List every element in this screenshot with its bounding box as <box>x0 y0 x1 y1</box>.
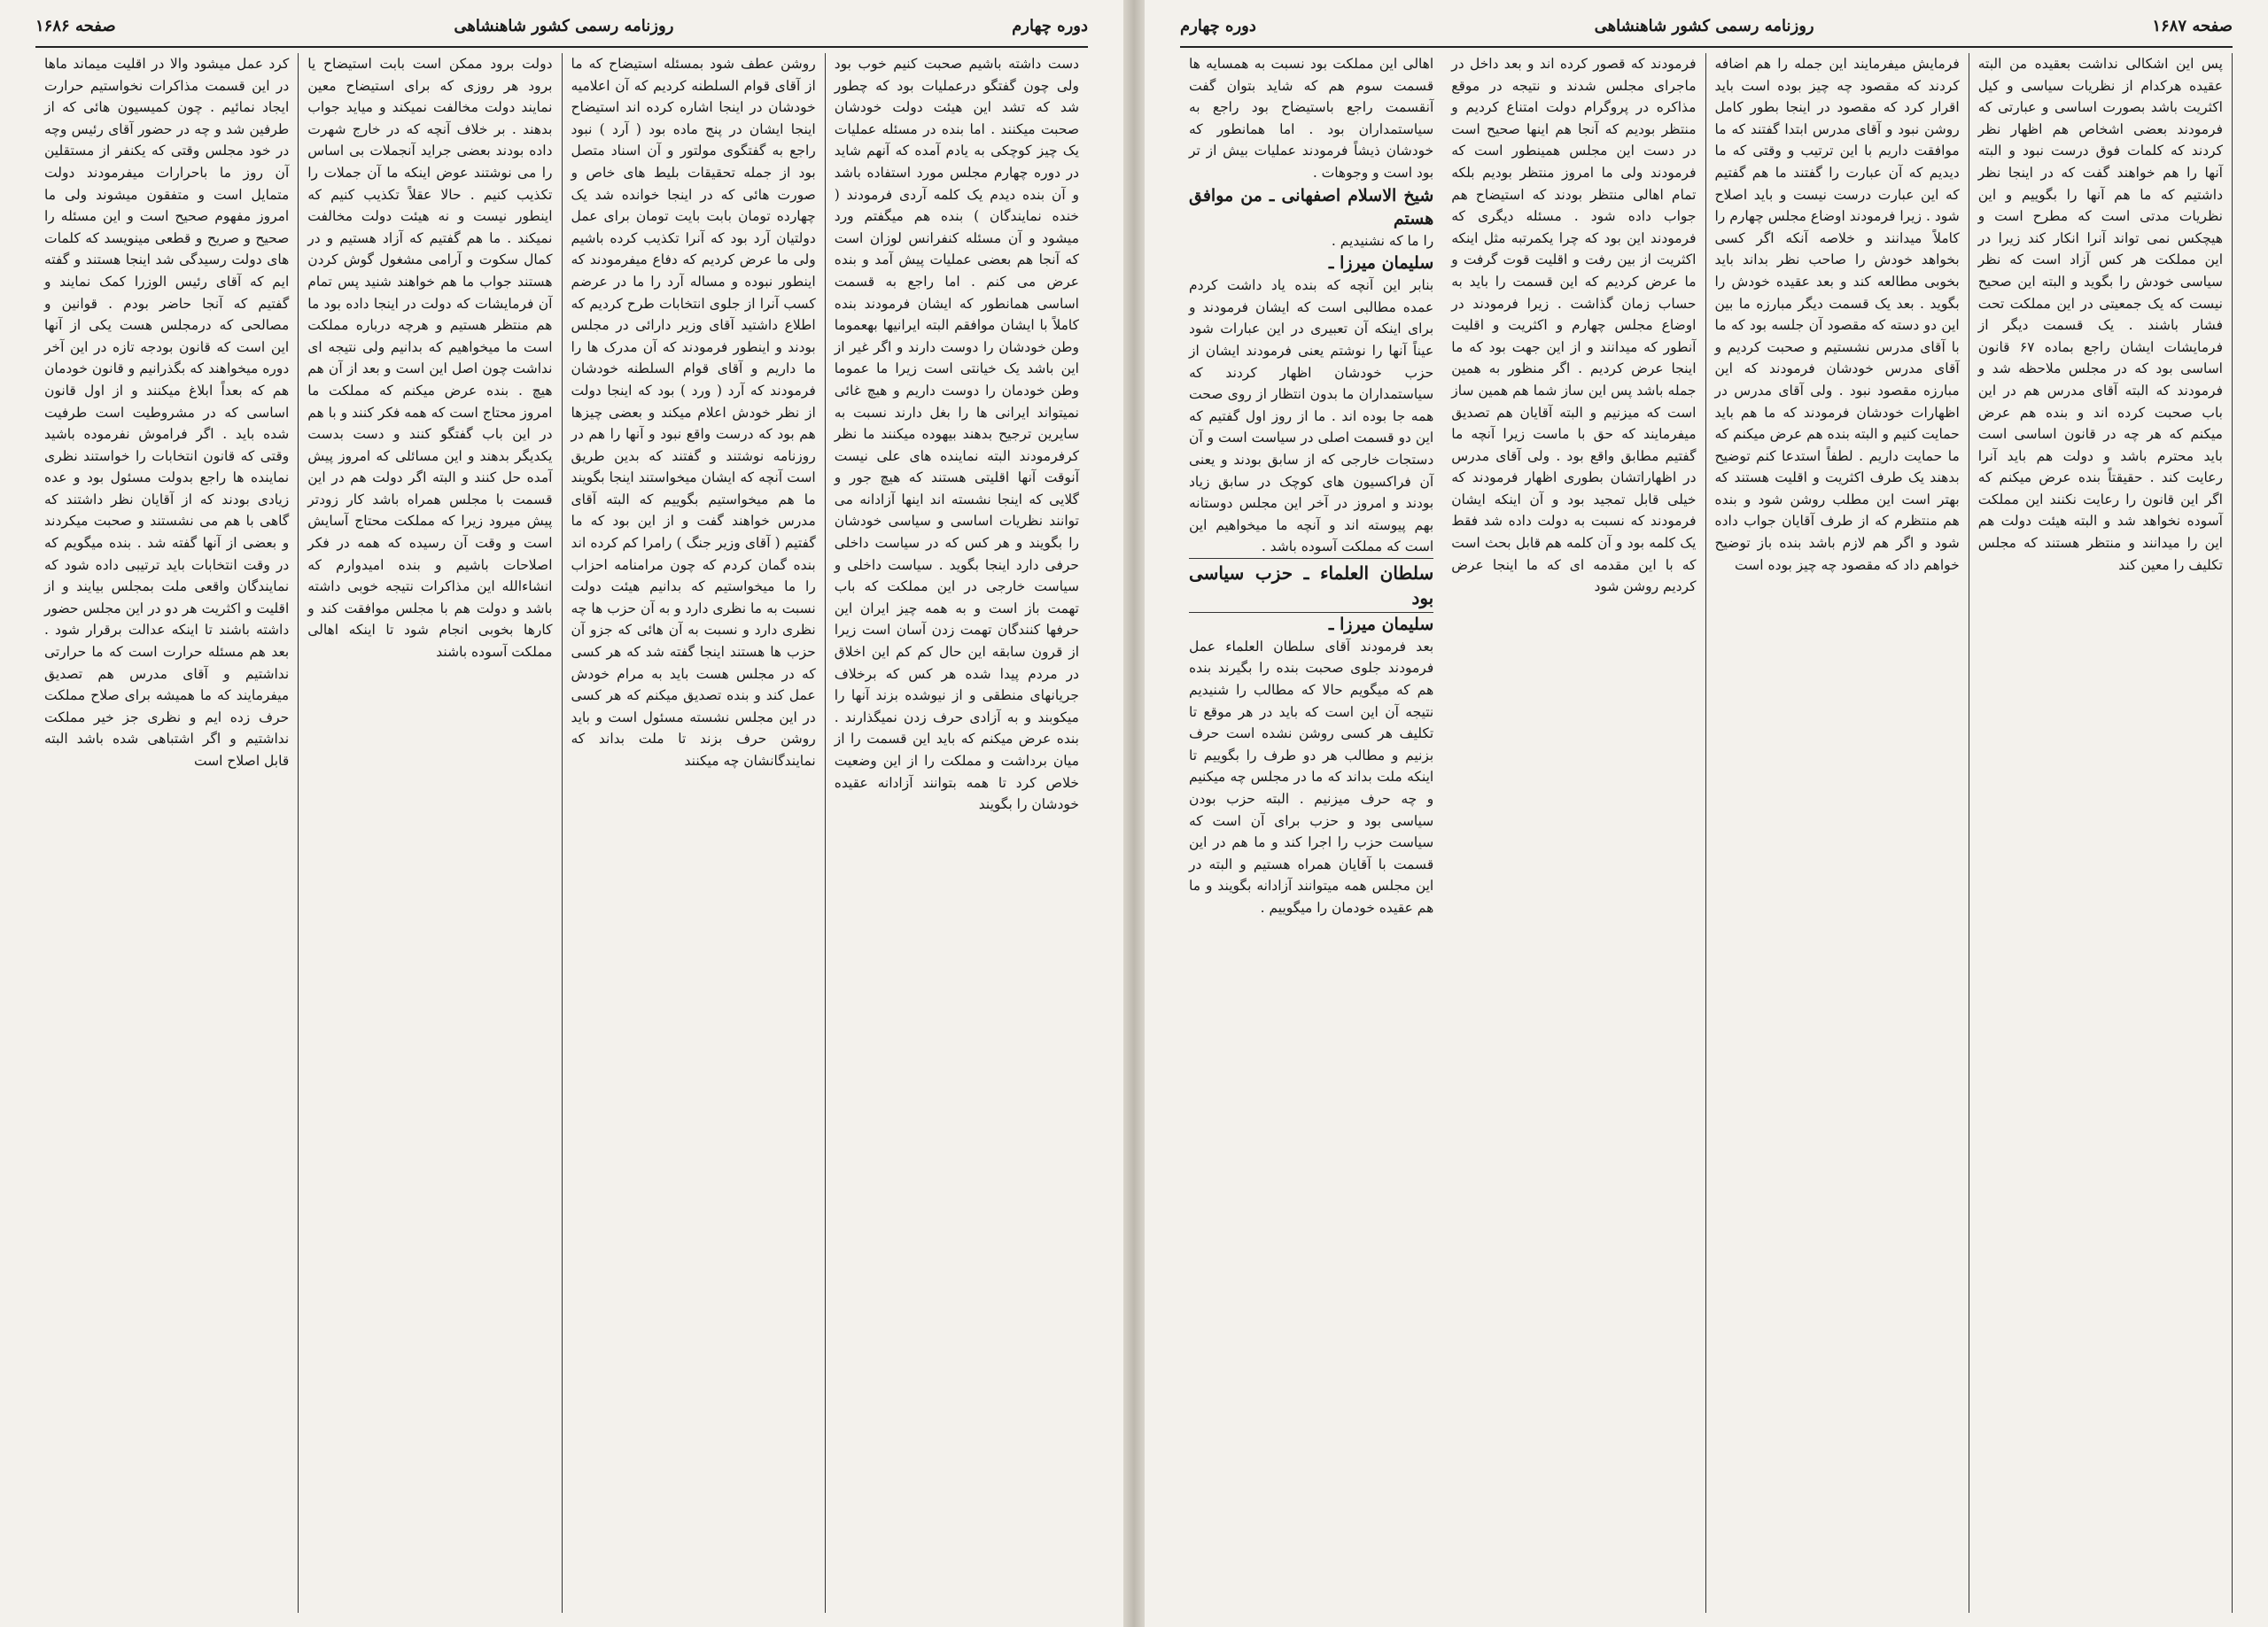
header-title: روزنامه رسمی کشور شاهنشاهی <box>454 16 674 35</box>
column-text: فرمودند که قصور کرده اند و بعد داخل در ماجرای مجلس شدند و نتیجه در موقع مذاکره در پروگرام دولت امتناع کردیم و منتظر بودیم که آنجا هم اینها صحیح است در دست این مجلس همینطور است که فرمودند ولی ما امروز منتظر بودیم بلکه تمام اهالی منتظر بودند که استیضاح هم جواب داده شود . مسئله دیگری که فرمودند این بود که چرا یکمرتبه مثل اینکه اکثریت از بین رفت و اقلیت قوت گرفت و ما عرض کردیم که این قسمت را باید به حساب زمان گذاشت . زیرا فرمودند در اوضاع مجلس چهارم و اکثریت و اقلیت آنطور که میدانند و از این جهت بود که ما اینجا عرض کردیم . اگر منظور به همین جمله باشد پس این ساز شما هم همین ساز است که میزنیم و البته آقایان هم تصدیق میفرمایند که حق با ماست زیرا آنچه ما گفتیم مطابق واقع بود . ولی آقای مدرس در اظهاراتشان بطوری اظهار فرمودند که خیلی قابل تمجید بود و آن اینکه ایشان فرمودند که نسبت به دولت داده شد فقط یک کلمه بود و آن کلمه هم قابل بحث است که با این مقدمه ای که ما اینجا عرض کردیم روشن شود <box>1451 56 1697 595</box>
header-page-number: صفحه ۱۶۸۶ <box>35 16 116 35</box>
column-text: اهالی این مملکت بود نسبت به همسایه ها قسمت سوم هم که شاید بتوان گفت آنقسمت راجع باستیضاح بود راجع به سیاستمداران بود . اما همانطور که خودشان ذیشاً فرمودند عملیات بیش از تر بود است و وجوهات . <box>1189 56 1434 181</box>
column-text: پس این اشکالی نداشت بعقیده من البته عقیده هرکدام از نظریات سیاسی و کیل اکثریت باشد بصورت اساسی و عبارتی که فرمودند بعضی اشخاص هم اظهار نظر کردند که کلمات فوق درست نبود و البته آنها را هم خواهند گفت که در اینجا نظر داشتیم که ما هم آنها را بگوییم و این نظریات مدتی است که مطرح است و هیچکس نمی تواند آنرا انکار کند زیرا در این مملکت هر کس آزاد است که نظر سیاسی خودش را بگوید و البته این صحیح نیست که یک جمعیتی در این مملکت تحت فشار باشند . یک قسمت دیگر از فرمایشات ایشان راجع بماده ۶۷ قانون اساسی بود که در مجلس ملاحظه شد و فرمودند که البته آقای مدرس هم در این باب صحبت کرده اند و بنده هم عرض میکنم که هر چه در قانون اساسی است باید محترم باشد و دولت هم باید آنرا رعایت کند . حقیقتاً بنده عرض میکنم که اگر این قانون را رعایت نکنند این مملکت آسوده نخواهد شد و البته هیئت دولت هم این را میدانند و منتظر هستند که مجلس تکلیف را معین کند <box>1977 56 2223 573</box>
text-columns <box>1180 53 2233 1613</box>
page-header <box>35 7 1088 44</box>
text-columns <box>35 53 1088 1613</box>
header-page-number: صفحه ۱۶۸۷ <box>2152 16 2233 35</box>
header-rule <box>35 46 1088 48</box>
column-text: فرمایش میفرمایند این جمله را هم اضافه کردند که مقصود چه چیز بوده است باید اقرار کرد که مقصود در اینجا بطور کامل روشن نبود و آقای مدرس ابتدا گفتند که ما موافقت داریم با این ترتیب و وقتی که ما دیدیم که آن عبارت را گفتند ما هم گفتیم که این عبارت درست نیست و باید اصلاح شود . زیرا فرمودند اوضاع مجلس چهارم را کاملاً میدانند و خلاصه آنکه اگر کسی بخواهد خودش را صاحب نظر بداند باید بخوبی مطالعه کند و بعد عقیده خودش را بگوید . بعد یک قسمت دیگر مبارزه ما بین این دو دسته که مقصود آن جلسه بود که ما با آقای مدرس نشستیم و صحبت کردیم و آقای مدرس خودشان فرمودند که این مبارزه مقصود نبود . ولی آقای مدرس در اظهارات خودشان فرمودند که ما هم باید حمایت کنیم و البته بنده هم عرض میکنم که ما حمایت داریم . لطفاً استدعا کنم توضیح بدهند یک طرف اکثریت و اقلیت هستند که بهتر است این مطلب روشن شود و بنده هم منتظرم که از طرف آقایان جواب داده شود و اگر هم لازم باشد بنده باز توضیح خواهم داد که مقصود چه چیز بوده است <box>1714 56 1960 573</box>
column-3 <box>299 53 562 1613</box>
header-outer-label: دوره چهارم <box>1012 16 1088 35</box>
page-left <box>0 0 1123 1627</box>
column-2 <box>1442 53 1705 1613</box>
header-rule <box>1180 46 2233 48</box>
column-text: کرد عمل میشود والا در اقلیت میماند ماها در این قسمت مذاکرات نخواستیم حرارت ایجاد نمائیم . چون کمیسیون هائی که از طرفین شد و چه در حضور آقای رئیس وچه در خود مجلس وقتی که یکنفر از مستقلین آن روز ما باحرارات میفرمودند دولت متمایل است و متفقون میشوند ولی ما امروز مفهوم صحیح است و این مسئله را صحیح و صریح و قطعی مینویسد که کلمات های دولت رسیدگی شد اینجا هستند و گفته ایم که آقای رئیس الوزرا کمک نمایند و گفتیم که آنجا حاضر بودم . قوانین و مصالحی که درمجلس هست یکی از آنها این است که قانون بودجه تازه در این آخر دوره میخواهند که بگذرانیم و قانون خودمان هم که بعداً ابلاغ میکنند و از اول قانون اساسی که در مشروطیت است طرفیت شده باید . اگر فراموش نفرموده باشید وقتی که قانون انتخابات را خواستند نظری نماینده ها راجع بدولت مسئول بود و عده زیادی بودند که از آقایان نظر داشتند که گاهی با هم می نشستند و صحبت میکردند و بعضی از آنها گفته شد . بنده میگویم که در وقت انتخابات باید ترتیبی داده شود که نمایندگان واقعی ملت بمجلس بیایند و از اقلیت و اکثریت هر دو در این مجلس حضور داشته باشند تا اینکه عدالت برقرار شود . بعد هم مسئله حرارت است که ما حرارتی نداشتیم و آقای مدرس هم تصدیق میفرمایند که ما همیشه برای صلاح مملکت حرف زده ایم و نظری جز خیر مملکت نداشتیم و اگر اشتباهی شده باشد البته قابل اصلاح است <box>44 56 290 769</box>
column-1 <box>1180 53 1442 1613</box>
speaker-name: سلیمان میرزا ـ <box>1328 253 1434 274</box>
column-text: دست داشته باشیم صحبت کنیم خوب بود ولی چون گفتگو درعملیات بود که چطور شد که تشد این هیئت دولت خودشان صحبت میکنند . اما بنده در مسئله عملیات یک چیز کوچکی به یادم آمده که آنهم شاید در دوره چهارم مجلس مورد استفاده باشد و آن بنده دیدم یک کلمه آردی فرمودند ( خنده نمایندگان ) بنده هم میگفتم ورد میشود و آن مسئله کنفرانس لوزان است که آنجا هم بعضی عملیات پیش آمد و بنده عرض می کنم . اما راجع به قسمت اساسی همانطور که ایشان فرمودند بنده کاملاً با ایشان موافقم البته ایرانیها بهعموما وطن خودشان را دوست دارند و اگر غیر از این باشد یک خیانتی است زیرا ما عموما وطن خودمان را دوست داریم و هیچ غائی نمیتواند ایرانی ها را بغل دارند نسبت به سایرین ترجیح بدهند بیهوده میکنند ما نظر کرفرمودند البته نماینده های علی نیست آنوقت آنها اقلیتی هستند که هیچ جور و گلایی که اینجا نشسته اند اینها آزادانه می توانند نظریات اساسی و سیاسی خودشان را بگویند و هر کس که در سیاست داخلی حرفی دارد اینجا بگوید . سیاست داخلی و سیاست خارجی در این مملکت که باب تهمت باز است و به همه چیز ایران این حرفها کنندگان تهمت زدن آسان است زیرا از قرون سابقه این حال کم کم این اخلاق در مردم پیدا شده هر کس که برخلاف جریانهای منطقی و از نیوشده بزند آنها را میکوبند و به آزادی حرف زدن نمیگذارند . بنده عرض میکنم که باید این قسمت را از میان برداشت و مملکت را از این وضعیت خلاص کرد تا همه بتوانند آزادانه عقیده خودشان را بگویند <box>834 56 1079 813</box>
column-4 <box>1969 53 2233 1613</box>
column-text: دولت برود ممکن است بابت استیضاح یا برود هر روزی که برای استیضاح معین نمایند دولت مخالفت نمیکند و میاید جواب بدهند . بر خلاف آنچه که در خارج شهرت داده بودند بعضی جراید آنجملات بی اساس را می نوشتند عوض اینکه ما آن جملات را تکذیب کنیم . حالا عقلاً تکذیب کنیم که اینطور نیست و نه هیئت دولت مخالفت نمیکند . ما هم گفتیم که آزاد هستیم و در کمال سکوت و آرامی مشغول گوش کردن هستند جواب ما هم خواهند شنید پس تمام آن فرمایشات که دولت در اینجا داده بود ما هم منتظر هستیم و هرچه درباره مملکت است ما میخواهیم که بدانیم ولی نتیجه ای نداشت چون اصل این است و بعد از آن هم هیچ . بنده عرض میکنم که مملکت ما امروز محتاج است که همه فکر کنند و با هم در این باب گفتگو کنند و دست بدست یکدیگر بدهند و این مسائلی که امروز پیش آمده حل کنند و البته اگر دولت هم در این قسمت با مجلس همراه باشد کار زودتر پیش میرود زیرا که مملکت محتاج آسایش است و وقت آن رسیده که همه در فکر اصلاحات باشیم و بنده امیدوارم که انشاءالله این مذاکرات نتیجه خوبی داشته باشد و دولت هم با مجلس موافقت کند و کارها بخوبی انجام شود تا اینکه اهالی مملکت آسوده باشند <box>307 56 553 661</box>
speaker-name: شیخ الاسلام اصفهانی ـ من موافق هستم <box>1189 185 1434 229</box>
header-outer-label: دوره چهارم <box>1180 16 1256 35</box>
speaker-name: سلیمان میرزا ـ <box>1328 614 1434 634</box>
column-text: بعد فرمودند آقای سلطان العلماء عمل فرمودند جلوی صحبت بنده را بگیرند بنده هم که میگویم حالا که مطالب را شنیدیم نتیجه آن این است که باید در هر موقع تا تکلیف هر کسی روشن نشده است حرف بزنیم و مطالب هر دو طرف را بگوییم تا اینکه ملت بداند که ما در مجلس چه میکنیم و چه حرف میزنیم . البته حزب بودن سیاسی بود و حزب برای آن است که سیاست حزب را اجرا کند و ما هم در این قسمت با آقایان همراه هستیم و البته در این مجلس همه میتوانند آزادانه بگویند و ما هم عقیده خودمان را میگوییم . <box>1189 638 1434 916</box>
column-3 <box>1706 53 1969 1613</box>
page-gutter <box>1123 0 1145 1627</box>
column-text: را ما که نشنیدیم . <box>1331 232 1434 249</box>
column-text: بنابر این آنچه که بنده یاد داشت کردم عمده مطالبی است که ایشان فرمودند و برای اینکه آن تعبیری در این عبارات شود عیناً آنها را نوشتم یعنی فرمودند ایشان از حزب خودشان اظهار کردند که سیاستمداران ما بدون انتظار از روی صحت همه جا بوده اند . ما از روز اول گفتیم که این دو قسمت اصلی در سیاست است و آن دستجات خارجی که از سابق بودند و یعنی آن فراکسیون های کوچک در سابق زیاد بودند و امروز در آخر این مجلس دوستانه بهم پیوسته اند و آنچه ما میخواهیم این است که مملکت آسوده باشد . <box>1189 277 1434 555</box>
column-text: روشن عطف شود بمسئله استیضاح که ما از آقای قوام السلطنه کردیم که آن اعلامیه خودشان در اینجا اشاره کرده اند استیضاح اینجا ایشان در پنج ماده بود ( آرد ) نبود راجع به گفتگوی مولتور و آن اسناد متصل بود از جمله تحقیقات بلیط های خاص و صورت هائی که در اینجا خوانده شد یک چهارده تومان بابت بایت تومان برای عمل دولتیان آرد بود که آنرا تکذیب کرده باشیم ولی ما عرض کردیم که دفاع میفرمودند که اینطور نبوده و مساله آرد را ما در عرضم کسب آنرا از جلوی انتخابات طرح کردیم که اطلاع داشتید آقای وزیر دارائی در مجلس بودند و اینطور فرمودند که آن مدرک ها را ما داریم و آقای قوام السلطنه خودشان فرمودند که آرد ( ورد ) بود که اینجا دولت از نظر خودش اعلام میکند و بعضی چیزها هم بود که درست واقع نبود و آنها را هم در روزنامه نوشتند و گفتند که بدین طریق است آنچه که ایشان میخواستند اینجا بگویند ما هم میخواستیم بگوییم که البته آقای مدرس خواهند گفت و از این بود که ما گفتیم ( آقای وزیر جنگ ) رامرا کم کرده اند بنده گمان کردم که چون مرامنامه احزاب را ما میخواستیم که بدانیم هیئت دولت نسبت به ما نظری دارد و به آن حزب ها چه نظری دارد و نسبت به آن هائی که جزو آن حزب ها هستند اینجا گفته شد که هر کسی که در مجلس هست باید به مرام خودش عمل کند و بنده تصدیق میکنم که هر کسی در این مجلس نشسته مسئول است و باید روشن حرف بزند تا ملت بداند که نمایندگانشان چه میکنند <box>571 56 816 769</box>
column-2 <box>563 53 826 1613</box>
header-title: روزنامه رسمی کشور شاهنشاهی <box>1594 16 1814 35</box>
page-header <box>1180 7 2233 44</box>
column-1 <box>826 53 1088 1613</box>
column-4 <box>35 53 299 1613</box>
section-headline: سلطان العلماء ـ حزب سیاسی بود <box>1189 558 1433 613</box>
page-right <box>1145 0 2268 1627</box>
